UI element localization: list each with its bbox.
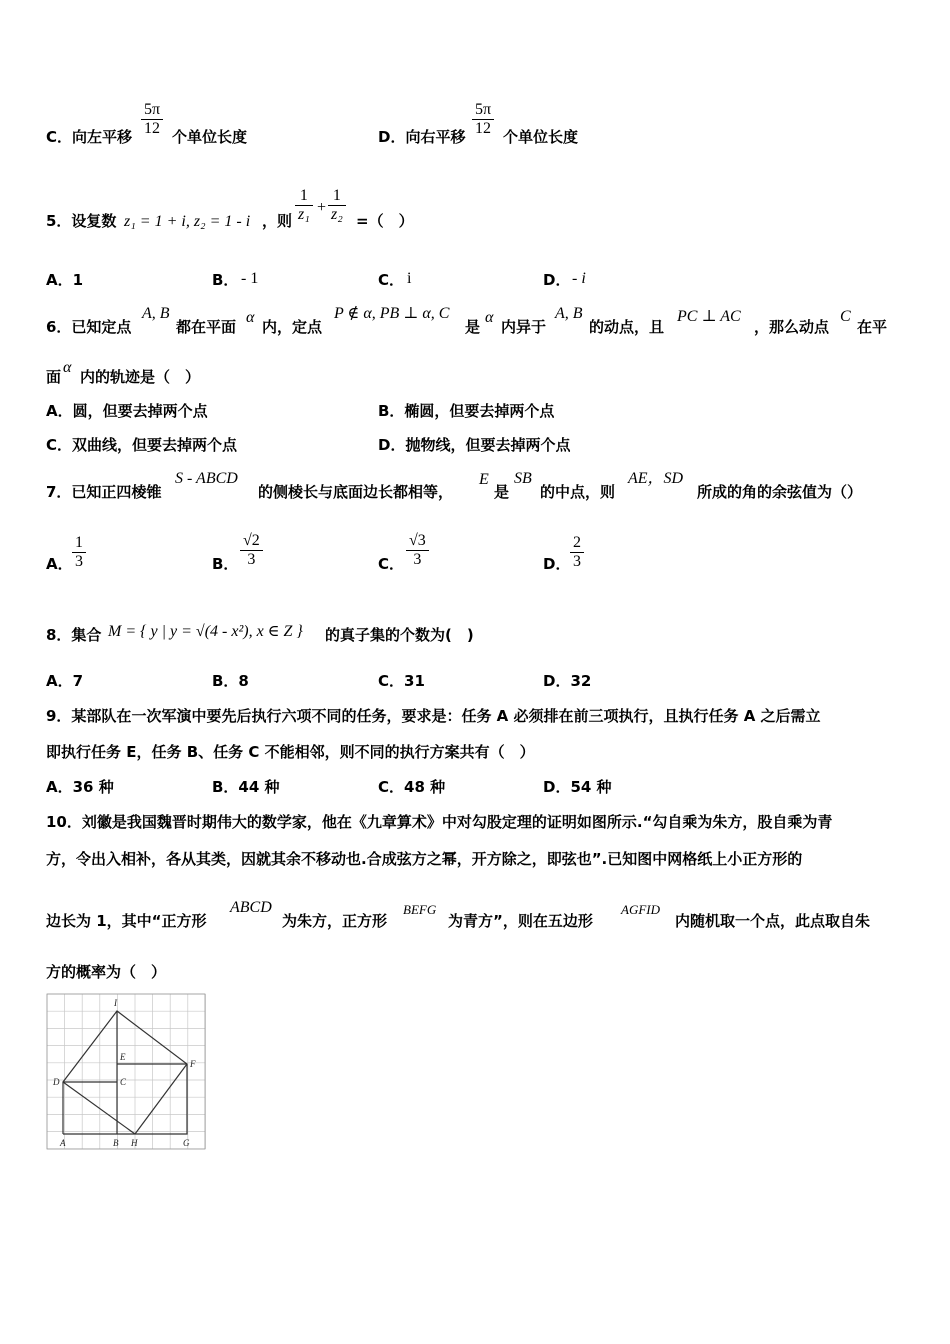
q6-math-5: A, B [555,305,583,322]
q6-part-3: 内，定点 [262,318,323,336]
q4-d-frac-num: 5π [475,101,492,118]
q8-option-b: B．8 [212,672,249,690]
q10-line-3-a: 边长为 1，其中“正方形 [46,912,207,930]
q6-part-4: 是 [465,318,481,336]
q7-option-b-label: B． [212,555,239,573]
q4-c-frac-den: 12 [144,120,161,137]
q6-option-d: D．抛物线，但要去掉两个点 [378,436,571,454]
label-f: F [190,1059,196,1069]
q7-option-d-label: D． [543,555,571,573]
q4-d-frac-den: 12 [475,120,492,137]
q8-part-2: 的真子集的个数为( ) [325,626,474,644]
q6-part-1: 6．已知定点 [46,318,132,336]
q6-option-c: C．双曲线，但要去掉两个点 [46,436,238,454]
q7-a-num: 1 [75,534,83,551]
q10-line-3-d: 内随机取一个点，此点取自朱 [675,912,871,930]
q6-line2-b: 内的轨迹是（ ） [80,368,201,386]
q4-option-c-tail: 个单位长度 [172,128,248,146]
segment-dh [63,1082,135,1134]
q6-math-4: α [485,309,494,326]
pentagon-outline [63,1011,187,1134]
q10-line-2: 方，令出入相补，各从其类，因就其余不移动也.合成弦方之幂，开方除之，即弦也”.已知图中网格纸上小正方形的 [46,850,803,868]
q4-option-d-tail: 个单位长度 [503,128,579,146]
q7-math-2: E [479,471,489,488]
q10-grid-figure [46,993,206,1153]
q6-math-3: P ∉ α, PB ⊥ α, C [334,305,450,322]
q5-frac1-num: 1 [299,187,308,204]
q10-line-3-math-1: ABCD [230,899,272,916]
q5-frac1-den: z₁ [298,206,310,223]
q4-c-frac-num: 5π [144,101,161,118]
q7-part-2: 的侧棱长与底面边长都相等， [258,483,454,501]
q5-option-c: C． [378,271,405,289]
q6-math-2: α [246,309,255,326]
q6-option-a: A．圆，但要去掉两个点 [46,402,208,420]
q6-math-1: A, B [142,305,170,322]
q5-fraction-1 [295,187,313,224]
label-a: A [60,1138,66,1148]
q7-c-den: 3 [413,551,422,568]
q6-part-7: ，那么动点 [754,318,830,336]
q6-option-b: B．椭圆，但要去掉两个点 [378,402,555,420]
q9-option-d: D．54 种 [543,778,612,796]
q8-set-expression: M = { y | y = √(4 - x²), x ∈ Z } [108,623,303,640]
q9-option-c: C．48 种 [378,778,446,796]
q7-math-4: AE，SD [628,470,684,487]
q10-line-3-b: 为朱方，正方形 [282,912,388,930]
q7-part-5: 所成的角的余弦值为（） [697,483,863,501]
q8-part-1: 8．集合 [46,626,102,644]
q9-line-1: 9．某部队在一次军演中要先后执行六项不同的任务，要求是：任务 A 必须排在前三项执行，且执行任务 A 之后需立 [46,707,821,725]
q5-lead: 5．设复数 [46,212,117,230]
q10-line-3-math-2: BEFG [403,902,437,917]
q7-option-d-fraction [570,534,584,571]
q6-line2-alpha: α [63,359,72,376]
q5-frac2-num: 1 [332,187,341,204]
q5-option-c-math: i [407,270,412,287]
q7-math-3: SB [514,470,532,487]
q4-option-c-fraction [141,101,163,138]
q7-option-b-fraction [240,532,263,569]
q7-option-a-label: A． [46,555,73,573]
label-g: G [183,1138,190,1148]
label-d: D [53,1077,60,1087]
q5-then: ，则 [262,212,293,230]
q7-d-den: 3 [573,553,581,570]
q8-option-a: A．7 [46,672,84,690]
q5-option-b: B． [212,271,239,289]
q10-line-4: 方的概率为（ ） [46,963,167,981]
segment-hf [135,1064,187,1134]
q6-math-6: PC ⊥ AC [677,308,741,325]
q7-part-1: 7．已知正四棱锥 [46,483,162,501]
q7-d-num: 2 [573,534,581,551]
q4-option-c-label: C．向左平移 [46,128,133,146]
q7-a-den: 3 [75,553,83,570]
label-h: H [131,1138,138,1148]
q6-part-5: 内异于 [501,318,547,336]
q4-option-d-fraction [472,101,494,138]
q10-line-3-c: 为青方”，则在五边形 [448,912,593,930]
q10-line-3-math-3: AGFID [621,902,660,917]
label-i: I [114,998,117,1008]
q6-part-8: 在平 [857,318,888,336]
q7-c-num: √3 [409,532,426,549]
q7-option-c-label: C． [378,555,405,573]
q5-frac2-den: z₂ [331,206,343,223]
label-e: E [120,1052,126,1062]
q5-fraction-2 [328,187,346,224]
q7-b-num: √2 [243,532,260,549]
q8-option-d: D．32 [543,672,592,690]
q7-option-a-fraction [72,534,86,571]
q9-line-2: 即执行任务 E，任务 B、任务 C 不能相邻，则不同的执行方案共有（ ） [46,743,535,761]
label-b: B [113,1138,119,1148]
q5-option-d: D． [543,271,571,289]
q7-option-c-fraction [406,532,429,569]
q5-option-d-math: - i [572,270,586,287]
q5-option-b-math: - 1 [241,270,259,287]
q4-option-d-label: D．向右平移 [378,128,466,146]
q5-plus: + [317,199,327,216]
label-c: C [120,1077,127,1087]
q9-option-b: B．44 种 [212,778,280,796]
q6-part-2: 都在平面 [176,318,237,336]
q6-line2-a: 面 [46,368,62,386]
q6-math-7: C [840,308,851,325]
q7-b-den: 3 [247,551,256,568]
q7-part-4: 的中点，则 [540,483,616,501]
q8-option-c: C．31 [378,672,425,690]
q10-line-1: 10．刘徽是我国魏晋时期伟大的数学家，他在《九章算术》中对勾股定理的证明如图所示.“勾自乘为朱方，股自乘为青 [46,813,833,831]
q7-part-3: 是 [494,483,510,501]
q9-option-a: A．36 种 [46,778,114,796]
q7-math-1: S - ABCD [175,470,238,487]
q5-expr: z₁ = 1 + i, z₂ = 1 - i [124,213,251,230]
q5-tail: =（ ） [356,212,414,230]
q6-part-6: 的动点，且 [589,318,665,336]
q5-option-a: A．1 [46,271,84,289]
